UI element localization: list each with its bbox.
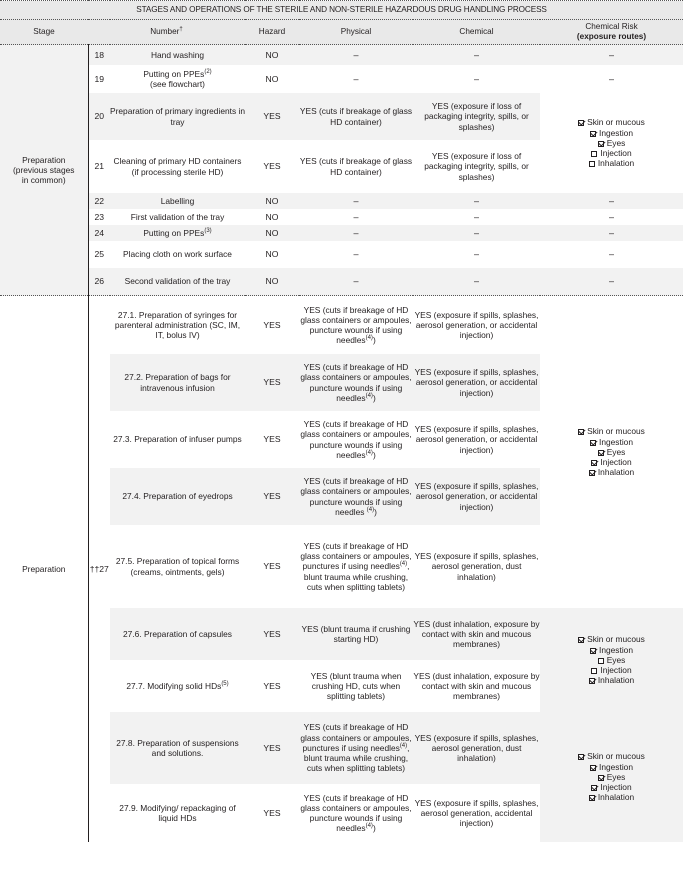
table-row: [0, 241, 683, 268]
row-physical-text: YES (cuts if breakage of HD glass containers or ampoules, puncture wounds if using needles: [300, 476, 412, 517]
row-number: 24: [88, 225, 110, 241]
risk-item: [540, 655, 683, 665]
row-physical: –: [299, 225, 413, 241]
row-hazard: YES: [245, 608, 299, 660]
row-number: 21: [88, 140, 110, 193]
footnote-marker: (4): [399, 743, 408, 750]
row-hazard: NO: [245, 65, 299, 93]
column-header-number-dagger: †: [179, 26, 183, 33]
risk-item: [540, 782, 683, 792]
checkbox-checked-icon[interactable]: [591, 460, 597, 466]
checkbox-checked-icon[interactable]: [589, 795, 595, 801]
row-physical: YES (blunt trauma if crushing starting HD): [299, 608, 413, 660]
table-row: [0, 296, 683, 355]
row-physical-text: YES (cuts if breakage of HD glass containers or ampoules, puncture wounds if using needles: [300, 792, 412, 834]
row-physical-text: YES (cuts if breakage of HD glass containers or ampoules, punctures if using needles: [300, 540, 412, 572]
risk-item-label: Inhalation: [597, 792, 635, 803]
row-hazard: YES: [245, 93, 299, 140]
row-chemical-risk: –: [540, 193, 683, 209]
row-hazard: YES: [245, 140, 299, 193]
row-chemical: YES (dust inhalation, exposure by contact with skin and mucous membranes): [413, 660, 540, 712]
row-operation: 27.2. Preparation of bags for intravenous infusion: [110, 354, 245, 411]
stage-title: Preparation: [22, 563, 66, 574]
row-operation: 27.8. Preparation of suspensions and solutions.: [110, 712, 245, 784]
column-header-physical: Physical: [299, 20, 413, 45]
row-chemical: YES (exposure if spills, splashes, aerosol generation, or accidental injection): [413, 468, 540, 525]
checkbox-checked-icon[interactable]: [589, 470, 595, 476]
row-operation-text: Putting on PPEs: [143, 68, 205, 79]
checkbox-checked-icon[interactable]: [590, 765, 596, 771]
row-number-group: ††27: [88, 296, 110, 843]
row-operation: 27.9. Modifying/ repackaging of liquid HDs: [110, 784, 245, 842]
risk-item: [540, 117, 683, 127]
table-row: [0, 93, 683, 140]
row-hazard: YES: [245, 525, 299, 608]
row-number: 18: [88, 45, 110, 66]
risk-item: [540, 792, 683, 802]
row-physical: [299, 296, 413, 355]
row-hazard: NO: [245, 209, 299, 225]
row-chemical-risk: –: [540, 45, 683, 66]
row-number: 20: [88, 93, 110, 140]
checkbox-checked-icon[interactable]: [578, 754, 584, 760]
row-physical: –: [299, 45, 413, 66]
risk-checklist-group-4: [540, 712, 683, 842]
row-physical: –: [299, 193, 413, 209]
row-physical: –: [299, 241, 413, 268]
risk-item: [540, 128, 683, 138]
row-chemical: YES (exposure if loss of packaging integrity, spills, or splashes): [413, 93, 540, 140]
risk-item: [540, 772, 683, 782]
footnote-marker: (5): [221, 681, 229, 688]
row-operation: Preparation of primary ingredients in tray: [110, 93, 245, 140]
risk-item-label: Ingestion: [599, 644, 633, 655]
row-hazard: YES: [245, 468, 299, 525]
footnote-marker: (4): [365, 449, 373, 456]
row-hazard: YES: [245, 296, 299, 355]
risk-item-label: Injection: [600, 782, 632, 793]
column-header-number-label: Number: [150, 27, 180, 36]
risk-item: [540, 751, 683, 761]
table-row: [0, 209, 683, 225]
risk-item: [540, 645, 683, 655]
row-chemical: YES (dust inhalation, exposure by contact with skin and mucous membranes): [413, 608, 540, 660]
risk-item: [540, 675, 683, 685]
checkbox-checked-icon[interactable]: [598, 450, 604, 456]
row-chemical: –: [413, 241, 540, 268]
table-title: STAGES AND OPERATIONS OF THE STERILE AND NON-STERILE HAZARDOUS DRUG HANDLING PROCESS: [0, 1, 683, 20]
risk-item-label: Ingestion: [599, 436, 633, 447]
row-operation: 27.5. Preparation of topical forms (creams, ointments, gels): [110, 525, 245, 608]
table-row: [0, 45, 683, 66]
risk-item-label: Inhalation: [597, 158, 635, 169]
row-hazard: NO: [245, 225, 299, 241]
risk-checklist-group-2: [540, 296, 683, 609]
checkbox-checked-icon[interactable]: [590, 648, 596, 654]
risk-item-label: Eyes: [606, 446, 626, 457]
footnote-marker: (4): [366, 506, 375, 513]
table-row: [0, 225, 683, 241]
row-operation: Placing cloth on work surface: [110, 241, 245, 268]
risk-item-label: Injection: [600, 665, 632, 676]
footnote-marker: (4): [365, 392, 373, 399]
row-operation: Labelling: [110, 193, 245, 209]
checkbox-unchecked-icon[interactable]: [591, 151, 597, 157]
row-operation: 27.4. Preparation of eyedrops: [110, 468, 245, 525]
row-operation: Hand washing: [110, 45, 245, 66]
risk-item: [540, 467, 683, 477]
row-operation: 27.3. Preparation of infuser pumps: [110, 411, 245, 468]
row-chemical: –: [413, 268, 540, 296]
row-physical-tail: ): [372, 449, 376, 460]
risk-item: [540, 634, 683, 644]
checkbox-unchecked-icon[interactable]: [589, 161, 595, 167]
row-physical: YES (blunt trauma when crushing HD, cuts when splitting tablets): [299, 660, 413, 712]
row-physical: [299, 354, 413, 411]
row-chemical: YES (exposure if spills, splashes, aerosol generation, or accidental injection): [413, 296, 540, 355]
row-physical-tail: ): [372, 335, 376, 346]
risk-item-label: Ingestion: [599, 127, 633, 138]
risk-item-label: Injection: [600, 148, 632, 159]
row-physical: –: [299, 65, 413, 93]
row-operation: First validation of the tray: [110, 209, 245, 225]
risk-item-label: Eyes: [606, 771, 626, 782]
row-chemical-risk: –: [540, 268, 683, 296]
row-physical: [299, 784, 413, 842]
checkbox-unchecked-icon[interactable]: [591, 668, 597, 674]
checkbox-checked-icon[interactable]: [590, 131, 596, 137]
row-chemical: YES (exposure if spills, splashes, aerosol generation, or accidental injection): [413, 354, 540, 411]
row-chemical: –: [413, 193, 540, 209]
row-chemical: YES (exposure if spills, splashes, aerosol generation, dust inhalation): [413, 525, 540, 608]
column-header-stage: Stage: [0, 20, 88, 45]
row-number: 22: [88, 193, 110, 209]
risk-item-label: Skin or mucous: [587, 634, 645, 645]
risk-item: [540, 426, 683, 436]
checkbox-checked-icon[interactable]: [589, 678, 595, 684]
row-chemical: YES (exposure if spills, splashes, aerosol generation, or accidental injection): [413, 411, 540, 468]
row-physical: –: [299, 209, 413, 225]
row-physical-text: YES (cuts if breakage of HD glass containers or ampoules, punctures if using needles: [300, 722, 412, 753]
stage-title: Preparation: [22, 154, 66, 165]
row-operation-text: 27.7. Modifying solid HDs: [126, 680, 222, 691]
row-chemical: YES (exposure if spills, splashes, aerosol generation, accidental injection): [413, 784, 540, 842]
risk-item-label: Skin or mucous: [587, 426, 645, 437]
column-header-chemical: Chemical: [413, 20, 540, 45]
risk-item-label: Eyes: [606, 654, 626, 665]
risk-item-label: Ingestion: [599, 761, 633, 772]
row-hazard: NO: [245, 45, 299, 66]
risk-item-label: Injection: [600, 457, 632, 468]
column-header-risk-sub: (exposure routes): [576, 32, 647, 41]
column-header-hazard: Hazard: [245, 20, 299, 45]
table-title-row: [0, 1, 683, 20]
risk-item: [540, 158, 683, 168]
row-physical-tail: , blunt trauma while crushing, cuts when splitting tablets): [303, 561, 410, 592]
table-row: [0, 268, 683, 296]
risk-item-label: Skin or mucous: [587, 751, 645, 762]
row-physical: –: [299, 268, 413, 296]
footnote-marker: (4): [399, 561, 408, 568]
risk-item: [540, 457, 683, 467]
row-operation: 27.1. Preparation of syringes for parenteral administration (SC, IM, IT, bolus IV): [110, 296, 245, 355]
risk-item-label: Skin or mucous: [587, 117, 645, 128]
risk-item: [540, 447, 683, 457]
row-physical-tail: , blunt trauma while crushing, cuts when splitting tablets): [303, 742, 410, 774]
row-hazard: NO: [245, 268, 299, 296]
risk-checklist-group-3: [540, 608, 683, 712]
row-hazard: YES: [245, 660, 299, 712]
row-chemical: YES (exposure if spills, splashes, aerosol generation, dust inhalation): [413, 712, 540, 784]
row-physical-text: YES (cuts if breakage of HD glass containers or ampoules, puncture wounds if using needles: [300, 362, 412, 403]
checkbox-checked-icon[interactable]: [591, 785, 597, 791]
stage-cell-preparation-common: [0, 45, 88, 296]
row-chemical: –: [413, 209, 540, 225]
risk-item-label: Inhalation: [597, 675, 635, 686]
footnote-marker: (4): [365, 823, 373, 830]
risk-item-label: Inhalation: [597, 467, 635, 478]
row-chemical-risk: –: [540, 225, 683, 241]
checkbox-unchecked-icon[interactable]: [598, 658, 604, 664]
row-hazard: NO: [245, 241, 299, 268]
table-row: [0, 65, 683, 93]
checkbox-checked-icon[interactable]: [598, 775, 604, 781]
row-hazard: YES: [245, 784, 299, 842]
checkbox-checked-icon[interactable]: [578, 637, 584, 643]
row-number: 23: [88, 209, 110, 225]
row-physical: [299, 525, 413, 608]
row-physical: [299, 468, 413, 525]
risk-item: [540, 762, 683, 772]
row-operation-text: Putting on PPEs: [143, 227, 205, 238]
row-physical: [299, 411, 413, 468]
row-chemical: –: [413, 65, 540, 93]
row-physical-tail: ): [372, 823, 376, 834]
row-operation: Cleaning of primary HD containers (if processing sterile HD): [110, 140, 245, 193]
row-number: 19: [88, 65, 110, 93]
row-hazard: YES: [245, 411, 299, 468]
row-physical-tail: ): [374, 506, 377, 517]
row-operation: Second validation of the tray: [110, 268, 245, 296]
row-chemical-risk: –: [540, 241, 683, 268]
row-number: 25: [88, 241, 110, 268]
checkbox-checked-icon[interactable]: [590, 440, 596, 446]
risk-item: [540, 665, 683, 675]
row-physical-text: YES (cuts if breakage of HD glass containers or ampoules, puncture wounds if using needles: [300, 419, 412, 460]
row-number: 26: [88, 268, 110, 296]
footnote-marker: (3): [204, 228, 212, 235]
checkbox-checked-icon[interactable]: [598, 141, 604, 147]
row-physical-text: YES (cuts if breakage of HD glass containers or ampoules, puncture wounds if using needles: [300, 304, 412, 346]
row-physical: YES (cuts if breakage of glass HD container): [299, 140, 413, 193]
stage-note-line1: (previous stages: [13, 164, 75, 175]
stage-cell-preparation: [0, 296, 88, 843]
row-operation: [110, 225, 245, 241]
column-header-chemical-risk: [540, 20, 683, 45]
row-hazard: YES: [245, 354, 299, 411]
column-header-row: [0, 20, 683, 45]
risk-item: [540, 437, 683, 447]
footnote-marker: (2): [204, 68, 212, 75]
row-operation-text-line2: (see flowchart): [150, 79, 205, 89]
row-physical: YES (cuts if breakage of glass HD container): [299, 93, 413, 140]
risk-checklist-group-1: [540, 93, 683, 193]
row-hazard: YES: [245, 712, 299, 784]
risk-item: [540, 148, 683, 158]
row-chemical-risk: –: [540, 209, 683, 225]
footnote-marker: (4): [365, 335, 373, 342]
row-chemical-risk: –: [540, 65, 683, 93]
row-hazard: NO: [245, 193, 299, 209]
checkbox-checked-icon[interactable]: [578, 429, 584, 435]
row-physical-tail: ): [372, 392, 376, 403]
column-header-risk-main: Chemical Risk: [585, 22, 638, 31]
column-header-number: [88, 20, 245, 45]
row-physical: [299, 712, 413, 784]
row-chemical: YES (exposure if loss of packaging integrity, spills, or splashes): [413, 140, 540, 193]
row-operation: 27.6. Preparation of capsules: [110, 608, 245, 660]
checkbox-checked-icon[interactable]: [578, 120, 584, 126]
row-chemical: –: [413, 45, 540, 66]
table-row: [0, 193, 683, 209]
stage-note-line2: in common): [21, 175, 66, 186]
row-operation: [110, 660, 245, 712]
risk-item: [540, 138, 683, 148]
row-operation: [110, 65, 245, 93]
risk-item-label: Eyes: [606, 137, 626, 148]
row-chemical: –: [413, 225, 540, 241]
